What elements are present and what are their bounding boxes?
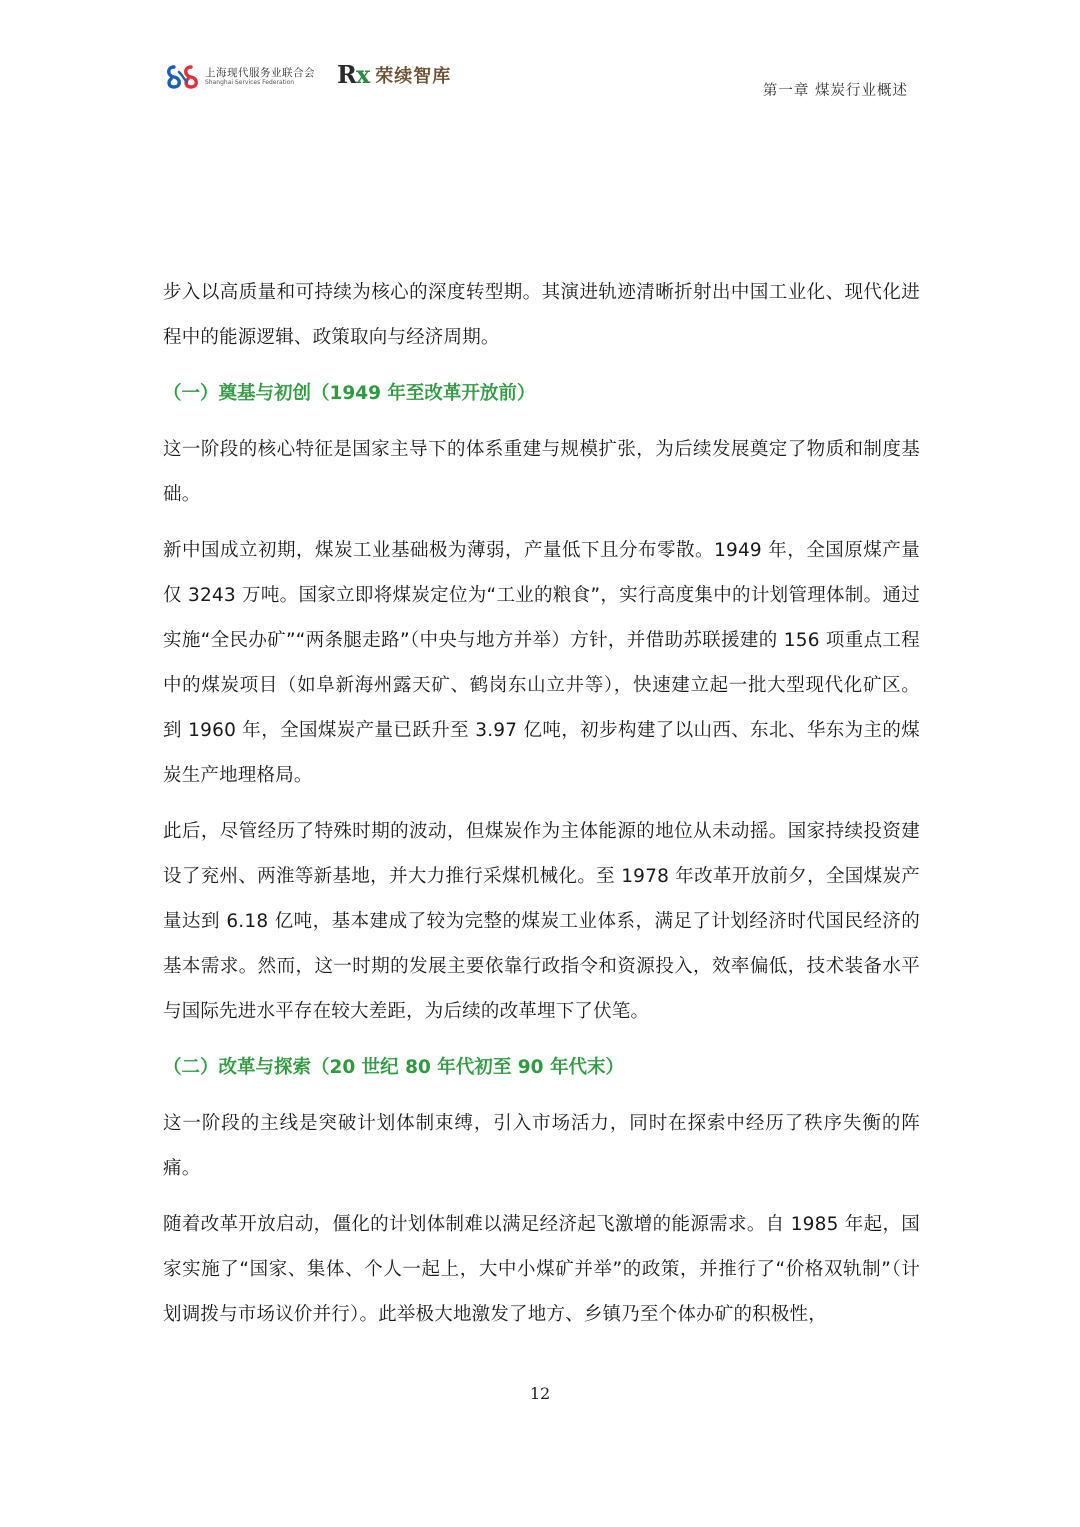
shanghai-services-federation-logo — [165, 64, 315, 90]
paragraph-stage1-intro: 这一阶段的核心特征是国家主导下的体系重建与规模扩张，为后续发展奠定了物质和制度基础。 — [163, 439, 920, 505]
think-tank-name: 荣续智库 — [375, 66, 452, 87]
chapter-title: 第一章 煤炭行业概述 — [762, 83, 908, 99]
paragraph-stage2-reform: 随着改革开放启动，僵化的计划体制难以满足经济起飞激增的能源需求。自 1985 年起，国家实施了“国家、集体、个人一起上，大中小煤矿并举”的政策，并推行了“价格双轨制”（计划调拨与市场议价并行）。此举极大地激发了地方、乡镇乃至个体办矿的积极性， — [163, 1214, 920, 1325]
federation-emblem-icon — [165, 64, 201, 90]
page-body — [163, 270, 920, 1348]
rx-logo-mark-icon: Rx — [337, 60, 370, 89]
federation-name-cn: 上海现代服务业联合会 — [205, 66, 315, 79]
section-heading-1: （一）奠基与初创（1949 年至改革开放前） — [163, 383, 536, 404]
page-header — [0, 0, 1080, 110]
paragraph-stage1-later: 此后，尽管经历了特殊时期的波动，但煤炭作为主体能源的地位从未动摇。国家持续投资建设了兖州、两淮等新基地，并大力推行采煤机械化。至 1978 年改革开放前夕，全国煤炭产量达到 6.18 亿吨，基本建成了较为完整的煤炭工业体系，满足了计划经济时代国民经济的基本需求。然而，这一时期的发展主要依靠行政指令和资源投入，效率偏低，技术装备水平与国际先进水平存在较大差距，为后续的改革埋下了伏笔。 — [163, 821, 920, 1022]
page-number: 12 — [529, 1384, 551, 1403]
section-heading-2: （二）改革与探索（20 世纪 80 年代初至 90 年代末） — [163, 1057, 624, 1078]
paragraph-continued: 步入以高质量和可持续为核心的深度转型期。其演进轨迹清晰折射出中国工业化、现代化进程中的能源逻辑、政策取向与经济周期。 — [163, 282, 920, 348]
rongxu-think-tank-logo — [337, 62, 451, 88]
federation-name-en: Shanghai Services Federation — [205, 79, 295, 87]
paragraph-stage1-early: 新中国成立初期，煤炭工业基础极为薄弱，产量低下且分布零散。1949 年，全国原煤产量仅 3243 万吨。国家立即将煤炭定位为“工业的粮食”，实行高度集中的计划管理体制。通过实施“全民办矿”“两条腿走路”（中央与地方并举）方针，并借助苏联援建的 156 项重点工程中的煤炭项目（如阜新海州露天矿、鹤岗东山立井等），快速建立起一批大型现代化矿区。到 1960 年，全国煤炭产量已跃升至 3.97 亿吨，初步构建了以山西、东北、华东为主的煤炭生产地理格局。 — [163, 540, 920, 786]
paragraph-stage2-intro: 这一阶段的主线是突破计划体制束缚，引入市场活力，同时在探索中经历了秩序失衡的阵痛。 — [163, 1113, 920, 1179]
